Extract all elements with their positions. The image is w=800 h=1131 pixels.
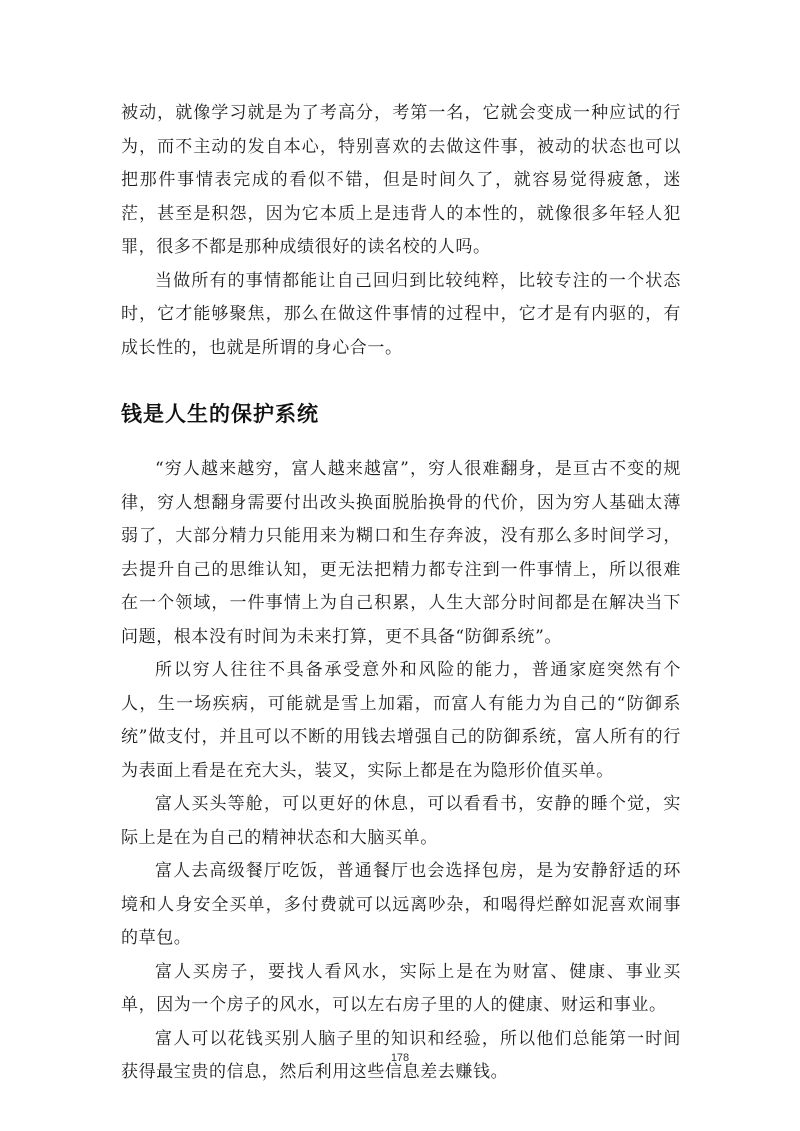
section-paragraph-5: 富人买房子，要找人看风水，实际上是在为财富、健康、事业买单，因为一个房子的风水，可以左右房子里的人的健康、财运和事业。 bbox=[121, 961, 681, 1015]
section-paragraph-3: 富人买头等舱，可以更好的休息，可以看看书，安静的睡个觉，实际上是在为自己的精神状态和大脑买单。 bbox=[121, 794, 681, 848]
intro-paragraph-1: 被动，就像学习就是为了考高分，考第一名，它就会变成一种应试的行为，而不主动的发自本心，特别喜欢的去做这件事，被动的状态也可以把那件事情表完成的看似不错，但是时间久了，就容易觉得疲惫，迷茫，甚至是积怨，因为它本质上是违背人的本性的，就像很多年轻人犯罪，很多不都是那种成绩很好的读名校的人吗。 bbox=[121, 103, 681, 257]
section-paragraph-6: 富人可以花钱买别人脑子里的知识和经验，所以他们总能第一时间获得最宝贵的信息，然后利用这些信息差去赚钱。 bbox=[121, 1028, 681, 1082]
section-text-block bbox=[121, 453, 681, 1090]
section-paragraph-1: “穷人越来越穷，富人越来越富”，穷人很难翻身，是亘古不变的规律，穷人想翻身需要付出改头换面脱胎换骨的代价，因为穷人基础太薄弱了，大部分精力只能用来为糊口和生存奔波，没有那么多时间学习，去提升自己的思维认知，更无法把精力都专注到一件事情上，所以很难在一个领域，一件事情上为自己积累，人生大部分时间都是在解决当下问题，根本没有时间为未来打算，更不具备“防御系统”。 bbox=[121, 459, 681, 647]
intro-text-block bbox=[121, 97, 681, 365]
section-paragraph-4: 富人去高级餐厅吃饭，普通餐厅也会选择包房，是为安静舒适的环境和人身安全买单，多付费就可以远离吵杂，和喝得烂醉如泥喜欢闹事的草包。 bbox=[121, 861, 681, 948]
section-paragraph-2: 所以穷人往往不具备承受意外和风险的能力，普通家庭突然有个人，生一场疾病，可能就是雪上加霜，而富人有能力为自己的“防御系统”做支付，并且可以不断的用钱去增强自己的防御系统，富人所有的行为表面上看是在充大头，装叉，实际上都是在为隐形价值买单。 bbox=[121, 660, 681, 781]
section-heading: 钱是人生的保护系统 bbox=[121, 402, 319, 426]
intro-paragraph-2: 当做所有的事情都能让自己回归到比较纯粹，比较专注的一个状态时，它才能够聚焦，那么在做这件事情的过程中，它才是有内驱的，有成长性的，也就是所谓的身心合一。 bbox=[121, 270, 681, 358]
page-number: 178 bbox=[390, 1052, 410, 1064]
